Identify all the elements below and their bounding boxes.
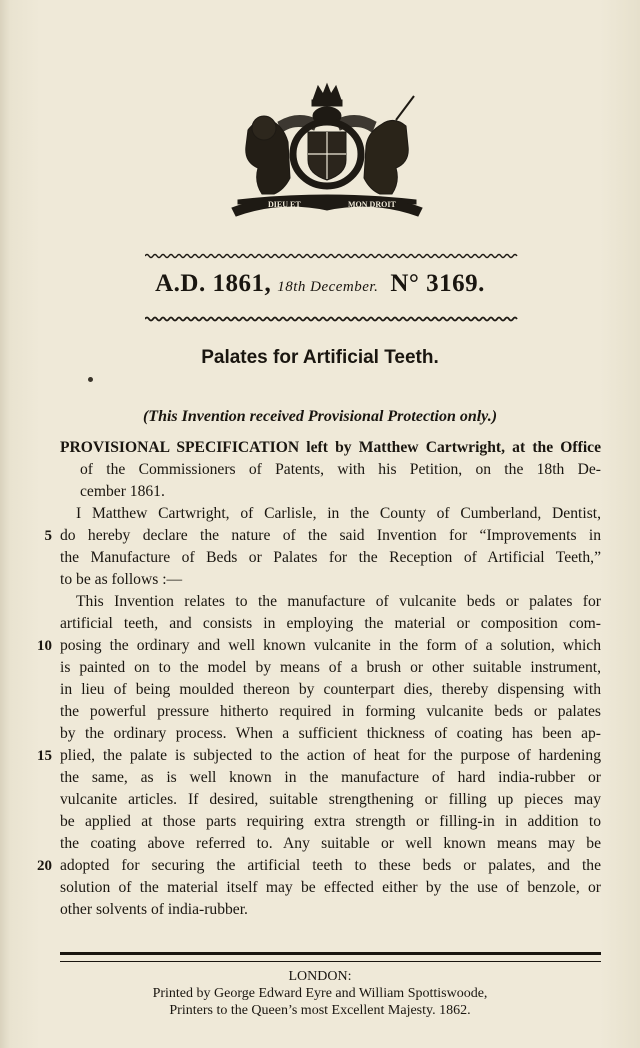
- footer-printed-by: Printed by George Edward Eyre and William Spottiswoode,: [152, 986, 488, 1001]
- body-line: the powerful pressure hitherto required in forming vulcanite beds or palates: [60, 703, 601, 720]
- footer-place: LONDON:: [288, 969, 352, 984]
- protection-note: (This Invention received Provisional Protection only.): [142, 408, 498, 425]
- body-line: artificial teeth, and consists in employing the material or composition com-: [60, 615, 601, 632]
- motto-left: DIEU ET: [268, 200, 301, 209]
- body-line: posing the ordinary and well known vulcanite in the form of a solution, which: [60, 637, 601, 654]
- wavy-rule-top: [145, 253, 520, 259]
- line-number: 15: [37, 748, 52, 764]
- body-line: by the ordinary process. When a sufficient thickness of coating has been ap-: [60, 725, 601, 742]
- line-number: 20: [37, 858, 52, 874]
- body-line: the same, as is well known in the manufacture of hard india-rubber or: [60, 769, 601, 786]
- body-line: This Invention relates to the manufacture of vulcanite beds or palates for: [76, 593, 601, 610]
- body-line: vulcanite articles. If desired, suitable strengthening or filling up pieces may: [60, 791, 601, 808]
- body-line: of the Commissioners of Patents, with his Petition, on the 18th De-: [80, 461, 601, 478]
- body-line: plied, the palate is subjected to the action of heat for the purpose of hardening: [60, 747, 601, 764]
- body-line: cember 1861.: [80, 483, 165, 500]
- body-line: do hereby declare the nature of the said Invention for “Improvements in: [60, 527, 601, 544]
- body-line: PROVISIONAL SPECIFICATION left by Matthew Cartwright, at the Office: [60, 439, 601, 456]
- body-line: to be as follows :—: [60, 571, 183, 588]
- motto-right: MON DROIT: [348, 200, 396, 209]
- year-label: A.D. 1861,: [155, 270, 272, 297]
- body-line: is painted on to the model by means of a brush or other suitable instrument,: [60, 659, 601, 676]
- wavy-rule-bottom: [145, 316, 520, 322]
- line-number: 5: [44, 528, 52, 544]
- footer-printers: Printers to the Queen’s most Excellent Majesty. 1862.: [169, 1003, 471, 1018]
- body-line: I Matthew Cartwright, of Carlisle, in the County of Cumberland, Dentist,: [76, 505, 601, 522]
- body-line: other solvents of india-rubber.: [60, 901, 248, 918]
- body-line: the coating above referred to. Any suitable or well known means may be: [60, 835, 601, 852]
- date-label: 18th December.: [277, 279, 379, 295]
- patent-title: Palates for Artificial Teeth.: [201, 347, 439, 368]
- footer-rule: [60, 952, 601, 962]
- ink-dot: [88, 377, 93, 382]
- body-line: adopted for securing the artificial teeth to these beds or palates, and the: [60, 857, 601, 874]
- royal-coat-of-arms-emblem: [218, 82, 436, 222]
- line-number: 10: [37, 638, 52, 654]
- date-line: [0, 270, 640, 298]
- body-line: the Manufacture of Beds or Palates for the Reception of Artificial Teeth,”: [60, 549, 601, 566]
- body-line: be applied at those parts requiring extra strength or filling-in in addition to: [60, 813, 601, 830]
- body-line: in lieu of being moulded thereon by counterpart dies, thereby dispensing with: [60, 681, 601, 698]
- body-line: solution of the material itself may be effected either by the use of benzole, or: [60, 879, 601, 896]
- patent-number: N° 3169.: [390, 270, 485, 297]
